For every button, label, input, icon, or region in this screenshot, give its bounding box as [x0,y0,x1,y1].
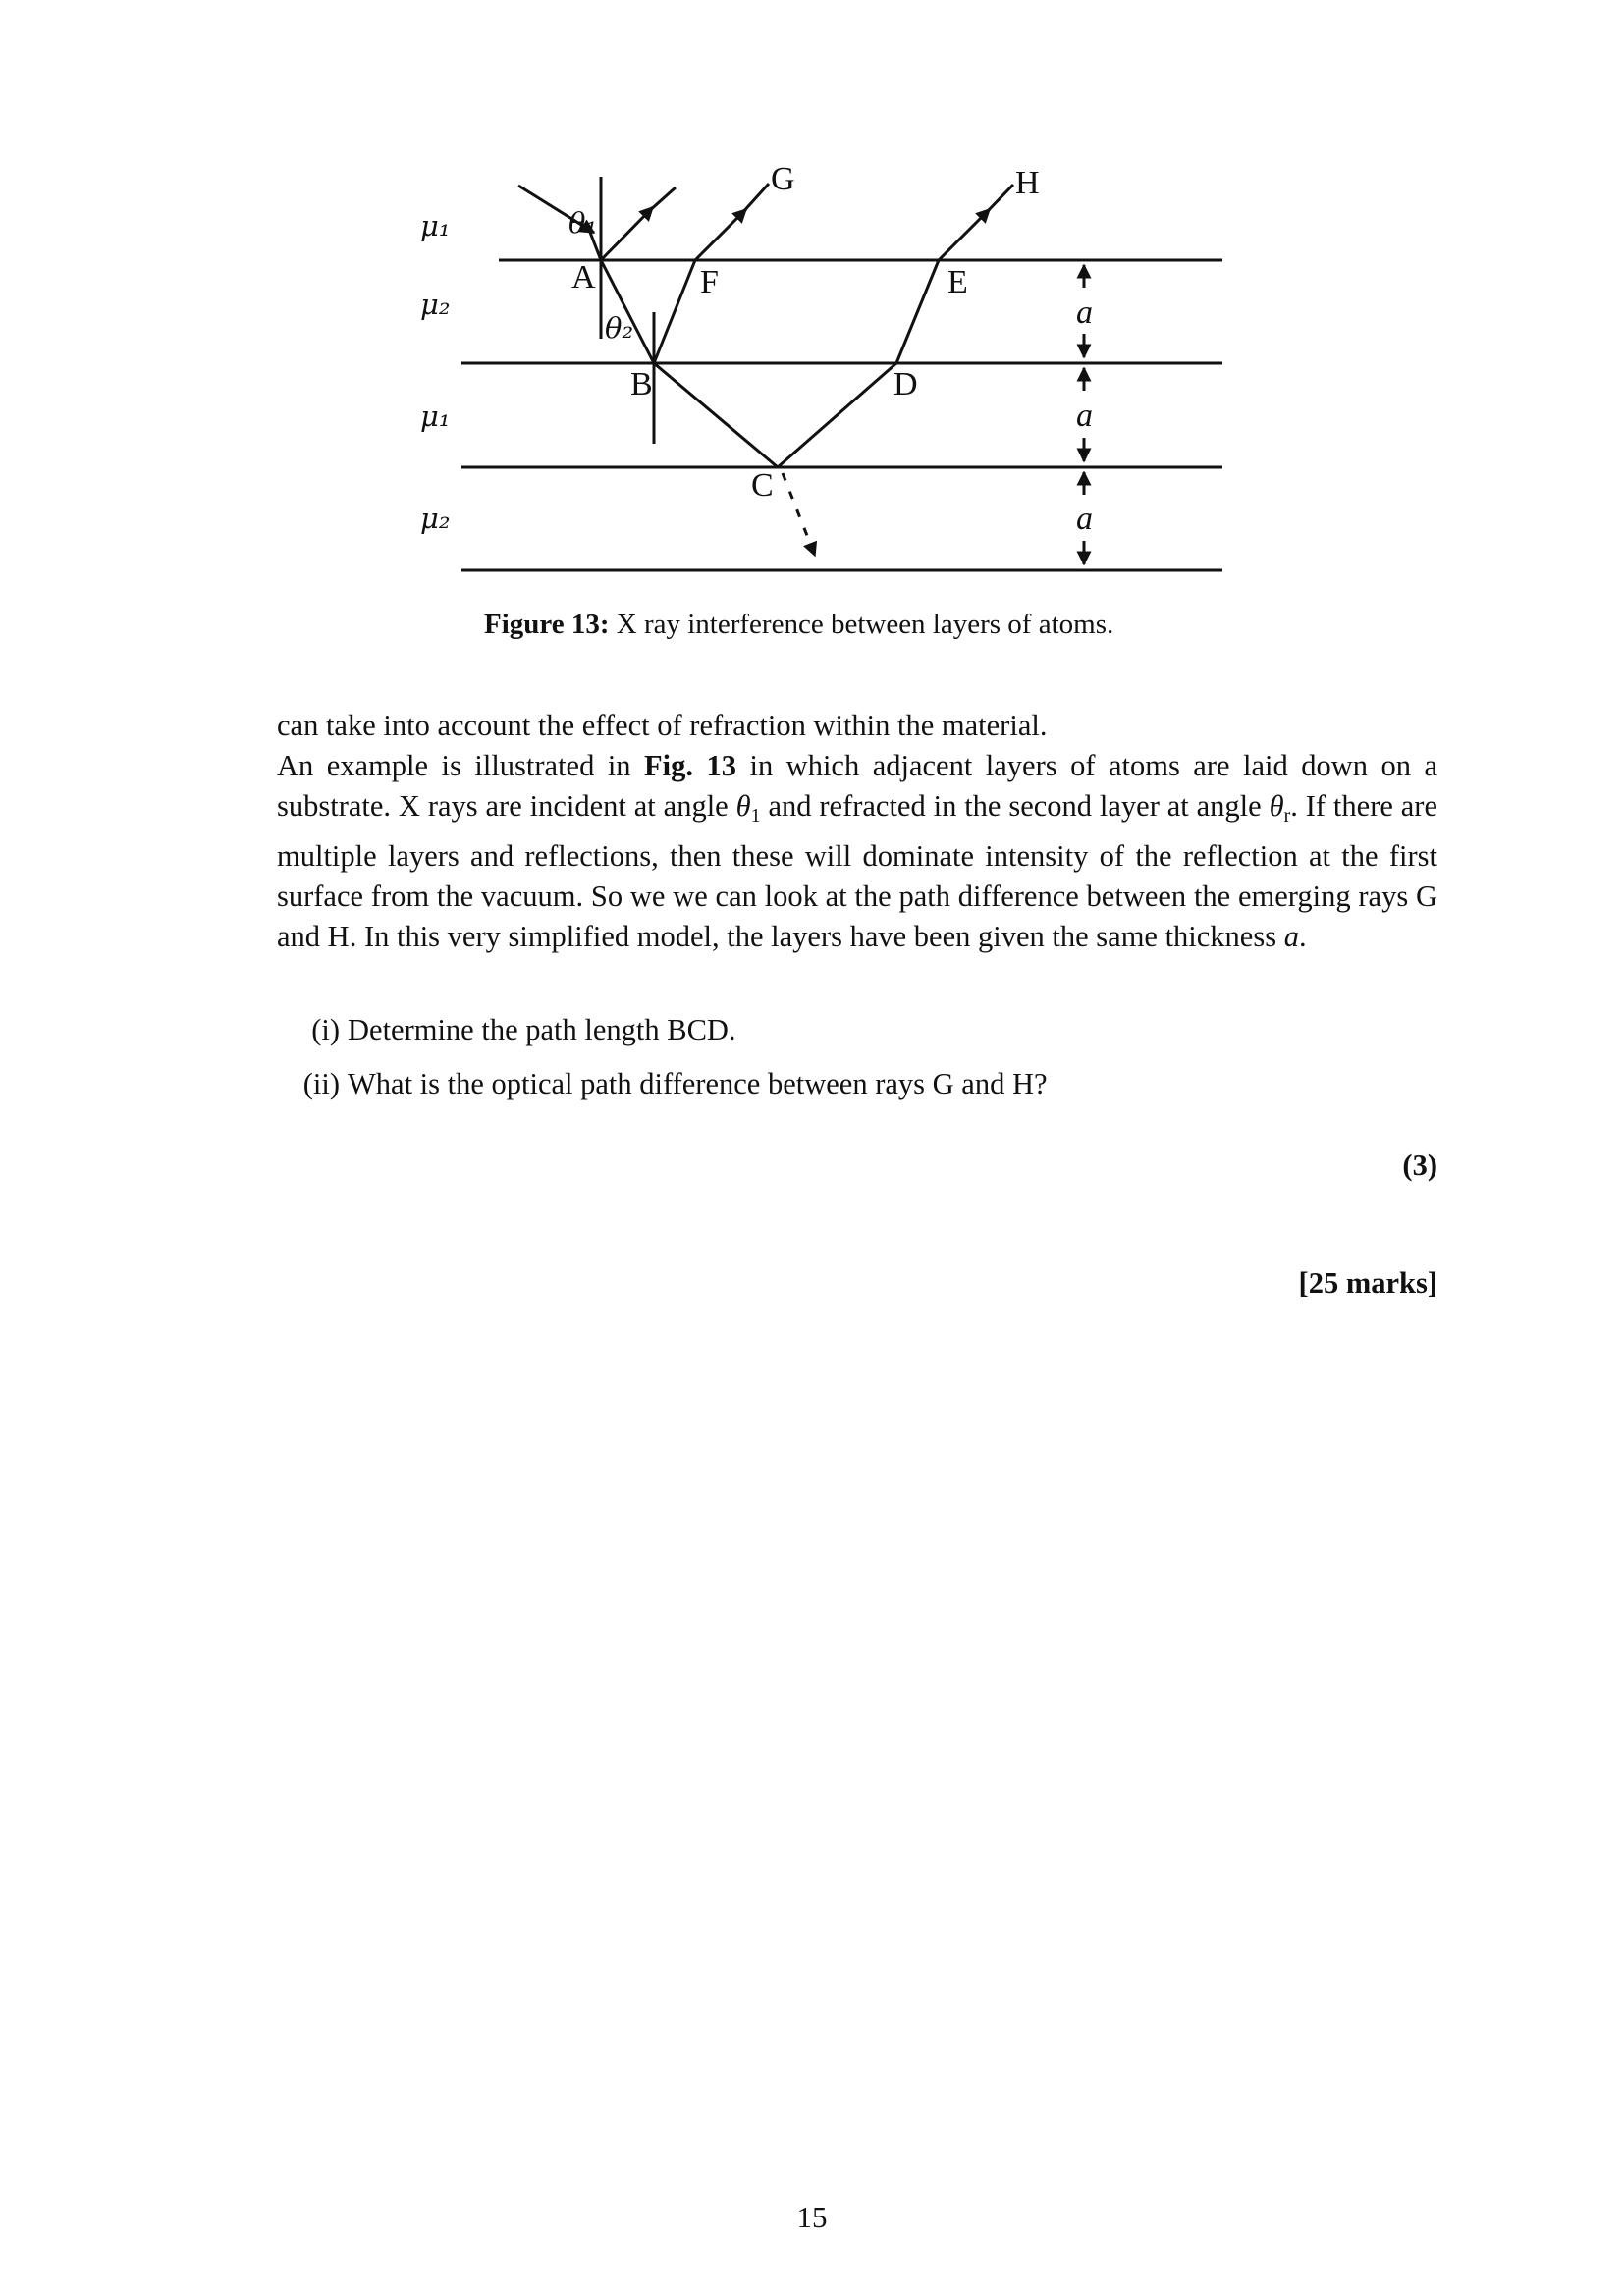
body-p2-part1: An example is illustrated in [277,749,645,782]
ray-G [695,209,746,260]
question-item-i [283,1013,736,1047]
body-p2-part3: and refracted in the second layer at angle [760,789,1270,823]
point-label-C: C [751,467,774,504]
theta-symbol: θ [735,789,751,823]
point-label-E: E [947,264,968,300]
point-label-D: D [893,366,918,402]
body-p2-part2: in which adjacent layers of atoms are laid down on a substrate. X rays are incident at angle [277,749,1438,823]
angle-label-theta2: θ₂ [605,311,634,345]
ray-G-tail [741,184,769,214]
thickness-label-1: a [1076,294,1093,331]
ray-C-D [778,363,896,467]
xray-layers-figure [0,0,1624,667]
figure-caption-text: X ray interference between layers of atoms. [616,609,1114,640]
point-label-B: B [630,366,653,402]
transmitted-ray-C [783,473,815,556]
question-text: What is the optical path difference between rays G and H? [348,1067,1048,1100]
medium-label-1: μ₁ [420,209,451,242]
ray-D-E [896,260,939,363]
fig-reference: Fig. 13 [644,749,736,782]
ray-H [939,209,990,260]
medium-label-2: μ₂ [420,288,451,321]
question-text: Determine the path length BCD. [348,1013,736,1046]
theta-r-symbol: θ [1269,789,1284,823]
body-text [277,706,1437,957]
body-paragraph-2 [277,746,1437,957]
ray-H-tail [985,185,1013,214]
question-item-ii [283,1067,1048,1101]
figure-caption-label: Figure 13: [484,609,610,640]
page-number: 15 [796,2200,828,2234]
question-number: (ii) [302,1067,340,1100]
body-p2-part4: . If there are multiple layers and reflections, then these will dominate intensity of the reflection at the first surface from the vacuum. So we we can look at the path difference between the emerging rays G and H. In this very simplified model, the layers have been given the same thickness [277,789,1437,953]
body-line-1: can take into account the effect of refraction within the material. [277,709,1048,742]
ray-B-C [654,363,778,467]
point-label-H: H [1015,165,1040,201]
part-marks: (3) [1402,1148,1437,1182]
theta1-subscript: 1 [750,805,761,827]
total-marks: [25 marks] [1298,1266,1437,1300]
medium-label-4: μ₂ [420,502,451,535]
thickness-symbol: a [1283,920,1299,953]
question-number: (i) [311,1013,340,1046]
body-p2-end: . [1298,920,1307,953]
point-label-F: F [700,264,719,300]
thickness-label-2: a [1076,398,1093,434]
figure-caption [484,609,1113,641]
ray-B-F [654,260,695,363]
thickness-label-3: a [1076,501,1093,537]
reflected-ray-A [601,207,653,260]
point-label-A: A [571,259,596,295]
theta-r-subscript: r [1283,805,1291,827]
reflected-ray-A-tail [648,187,676,212]
angle-label-theta1: θ₁ [568,206,598,240]
medium-label-3: μ₁ [420,400,451,433]
point-label-G: G [771,161,795,197]
